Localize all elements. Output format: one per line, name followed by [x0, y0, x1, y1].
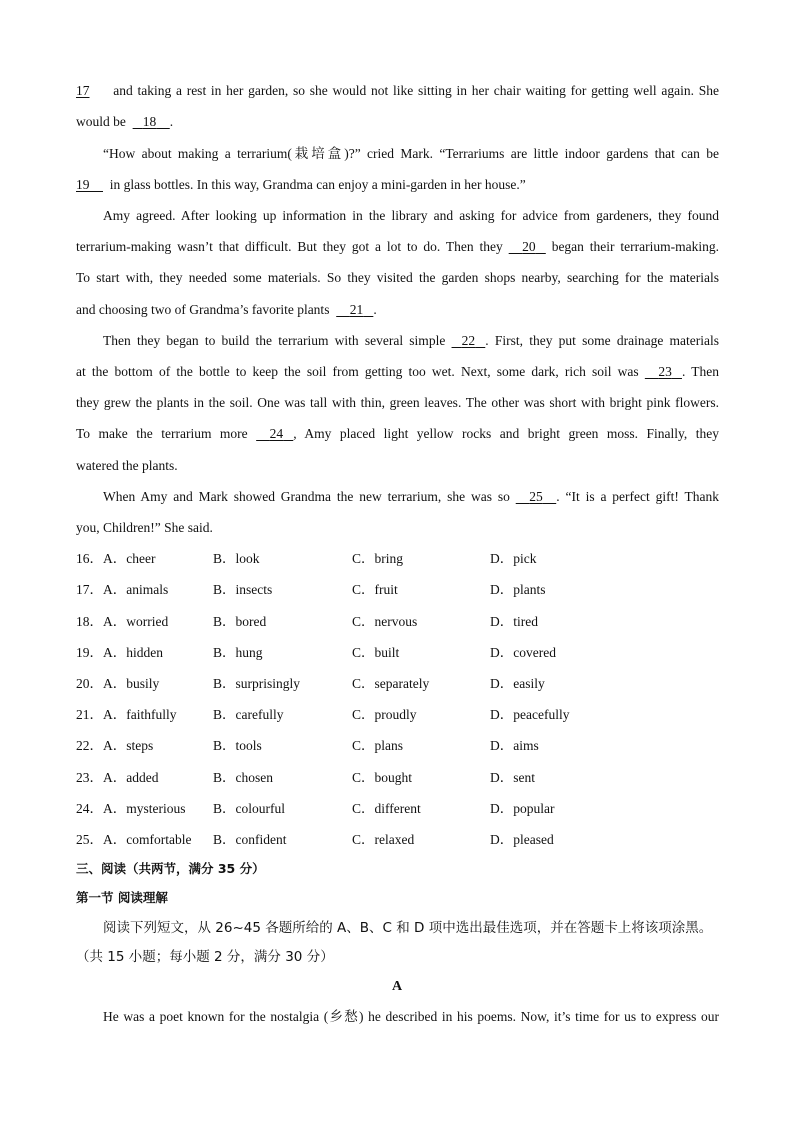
option-b[interactable]: B．insects: [213, 582, 273, 597]
option-a[interactable]: A．comfortable: [103, 832, 192, 847]
option-b[interactable]: B．carefully: [213, 707, 284, 722]
option-c[interactable]: C．proudly: [352, 707, 417, 722]
option-d[interactable]: D．plants: [490, 582, 546, 597]
option-d[interactable]: D．popular: [490, 801, 555, 816]
option-a[interactable]: A．worried: [103, 614, 169, 629]
option-c[interactable]: C．fruit: [352, 582, 398, 597]
passage-line-6: terrarium-making wasn’t that difficult. But they got a lot to do. Then they 20 began their terrarium-making.: [76, 237, 719, 257]
option-d[interactable]: D．covered: [490, 645, 556, 660]
instruction-line-1: 阅读下列短文，从 26~45 各题所给的 A、B、C 和 D 项中选出最佳选项，并在答题卡上将该项涂黑。: [103, 920, 713, 936]
option-a[interactable]: A．hidden: [103, 645, 163, 660]
passage-line-15: you, Children!” She said.: [76, 520, 213, 535]
passage-line-7: To start with, they needed some materials. So they visited the garden shops nearby, searching for the materials: [76, 270, 719, 285]
passage-line-5: Amy agreed. After looking up information in the library and asking for advice from gardeners, they found: [103, 208, 719, 223]
option-c[interactable]: C．separately: [352, 676, 430, 691]
blank-23: 23: [658, 364, 672, 379]
option-a[interactable]: A．busily: [103, 676, 160, 691]
section-heading: 三、阅读（共两节，满分 35 分）: [76, 861, 265, 876]
option-c[interactable]: C．bring: [352, 551, 404, 566]
option-b[interactable]: B．bored: [213, 614, 267, 629]
passage-label: A: [391, 979, 403, 994]
option-c[interactable]: C．relaxed: [352, 832, 415, 847]
passage-a-first-line: He was a poet known for the nostalgia (乡愁) he described in his poems. Now, it’s time for us to express our: [103, 1009, 719, 1024]
option-a[interactable]: A．steps: [103, 738, 154, 753]
passage-line-1: 17 and taking a rest in her garden, so she would not like sitting in her chair waiting for getting well again. She: [76, 81, 719, 101]
passage-line-12: To make the terrarium more 24 , Amy placed light yellow rocks and bright green moss. Finally, they: [76, 424, 719, 444]
option-b[interactable]: B．chosen: [213, 770, 273, 785]
option-a[interactable]: A．faithfully: [103, 707, 177, 722]
option-d[interactable]: D．aims: [490, 738, 539, 753]
option-c[interactable]: C．built: [352, 645, 400, 660]
option-d[interactable]: D．sent: [490, 770, 535, 785]
option-a[interactable]: A．animals: [103, 582, 169, 597]
blank-25: 25: [529, 489, 543, 504]
option-c[interactable]: C．bought: [352, 770, 413, 785]
option-d[interactable]: D．easily: [490, 676, 545, 691]
exam-page: 17 and taking a rest in her garden, so she would not like sitting in her chair waiting for getting well again. She would be 18 . “How about making a terrarium(栽培盒)?” cried Mark. “Terrariums are little indoor gardens that can be 19 in glass bottles. In this way, Grandma can enjoy a mini-garden in her house.” Amy agreed. After looking up information in the library and asking for advice from gardeners, they found terrarium-making wasn’t that difficult. But they got a lot to do. Then they 20 began their terrarium-making. To start with, they needed some materials. So they visited the garden shops nearby, searching for the materials and choosing two of Grandma’s favorite plants 21 . Then they began to build the terrarium with several simple 22 . First, they put some drainage materials at the bottom of the bottle to keep the soil from getting too wet. Next, some dark, rich soil was 23 . Then they grew the plants in the soil. One was tall with thin, green leaves. The other was short with bright pink flowers. To make the terrarium more 24 , Amy placed light yellow rocks and bright green moss. Finally, they watered the plants. When Amy and Mark showed Grandma the new terrarium, she was so 25 . “It is a perfect gift! Thank you, Children!” She said. 16． A．cheer B．look C．bring D．pick 17． A．animals B．insects C．fruit D．plants 18． A．worried B．bored C．nervous D．tired 19． A．hidden B．hung C．built D．covered 20． A．busily B．surprisingly C．separately D．easily 21． A．faithfully B．carefully C．proudly D．peacefully 22． A．steps B．tools C．plans D．aims 23． A．added B．chosen C．bought D．sent 24． A．mysterious B．colourful C．different D．popular 25． A．comfortable B．confident C．relaxed D．pleased 三、阅读（共两节，满分 35 分） 第一节 阅读理解 阅读下列短文，从 26~45 各题所给的 A、B、C 和 D 项中选出最佳选项，并在答题卡上将该项涂黑。 （共 15 小题；每小题 2 分，满分 30 分） A He was a poet known for the nostalgia (乡愁) he described in his poems. Now, it’s time for us to express our: [0, 0, 794, 1123]
passage-line-2: would be 18 .: [76, 112, 719, 132]
option-a[interactable]: A．mysterious: [103, 801, 186, 816]
blank-22: 22: [461, 333, 476, 348]
blank-17: 17: [76, 83, 90, 98]
option-d[interactable]: D．tired: [490, 614, 538, 629]
blank-18: 18: [142, 114, 157, 129]
option-c[interactable]: C．different: [352, 801, 421, 816]
option-a[interactable]: A．added: [103, 770, 159, 785]
option-c[interactable]: C．plans: [352, 738, 404, 753]
passage-line-14: When Amy and Mark showed Grandma the new terrarium, she was so 25 . “It is a perfect gift! Thank: [103, 487, 719, 507]
option-b[interactable]: B．confident: [213, 832, 287, 847]
option-c[interactable]: C．nervous: [352, 614, 418, 629]
blank-21: 21: [349, 302, 364, 317]
blank-20: 20: [522, 239, 536, 254]
passage-line-9: Then they began to build the terrarium with several simple 22 . First, they put some drainage materials: [103, 331, 719, 351]
passage-line-8: and choosing two of Grandma’s favorite plants 21 .: [76, 300, 719, 320]
option-b[interactable]: B．hung: [213, 645, 263, 660]
option-b[interactable]: B．surprisingly: [213, 676, 301, 691]
option-d[interactable]: D．peacefully: [490, 707, 570, 722]
passage-line-13: watered the plants.: [76, 458, 178, 473]
option-b[interactable]: B．look: [213, 551, 260, 566]
passage-line-4: 19 in glass bottles. In this way, Grandma can enjoy a mini-garden in her house.”: [76, 175, 719, 195]
option-b[interactable]: B．tools: [213, 738, 262, 753]
option-d[interactable]: D．pick: [490, 551, 537, 566]
blank-24: 24: [269, 426, 284, 441]
option-b[interactable]: B．colourful: [213, 801, 285, 816]
blank-19: 19: [76, 177, 90, 192]
option-d[interactable]: D．pleased: [490, 832, 554, 847]
part-heading: 第一节 阅读理解: [76, 890, 168, 905]
option-a[interactable]: A．cheer: [103, 551, 156, 566]
passage-line-11: they grew the plants in the soil. One was tall with thin, green leaves. The other was short with bright pink flowers.: [76, 395, 719, 410]
instruction-line-2: （共 15 小题；每小题 2 分，满分 30 分）: [76, 949, 334, 965]
passage-line-10: at the bottom of the bottle to keep the soil from getting too wet. Next, some dark, rich soil was 23 . Then: [76, 362, 719, 382]
passage-line-3: “How about making a terrarium(栽培盒)?” cried Mark. “Terrariums are little indoor gardens that can be: [103, 146, 719, 161]
